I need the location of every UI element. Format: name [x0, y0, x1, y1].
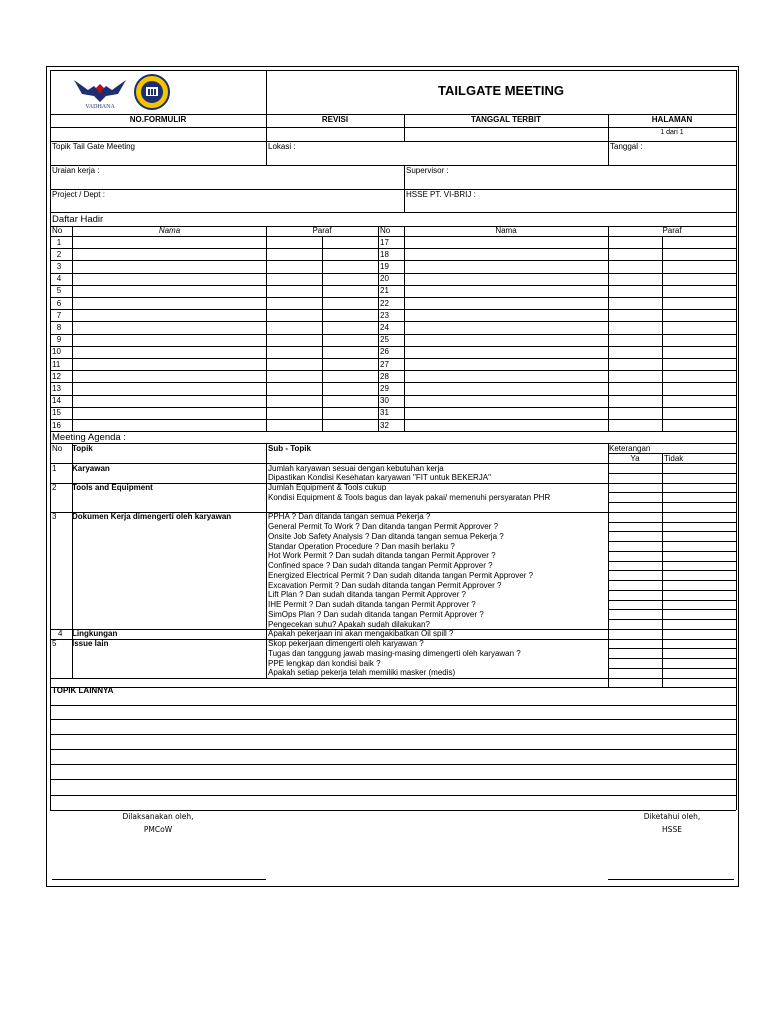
attendance-nama-header-right: Nama: [495, 226, 517, 235]
attendance-paraf-field[interactable]: [267, 383, 321, 393]
attendance-name-field[interactable]: [405, 347, 607, 357]
attendance-paraf-field[interactable]: [663, 347, 735, 357]
grid-line: [50, 70, 51, 212]
agenda-row-subtopik: Apakah pekerjaan ini akan mengakibatkan Oil spill ?: [268, 629, 454, 639]
agenda-row-subtopik: Kondisi Equipment & Tools bagus dan layak pakai/ memenuhi persyaratan PHR: [268, 492, 551, 502]
attendance-paraf-field[interactable]: [267, 322, 321, 332]
attendance-paraf-field[interactable]: [323, 371, 377, 381]
agenda-row-subtopik: Pengecekan suhu? Apakah sudah dilakukan?: [268, 619, 430, 629]
agenda-ya-checkbox[interactable]: [610, 542, 660, 550]
agenda-no-header: No: [52, 444, 63, 453]
attendance-paraf-field[interactable]: [267, 286, 321, 296]
attendance-paraf-field[interactable]: [663, 322, 735, 332]
agenda-tidak-checkbox[interactable]: [664, 620, 734, 628]
agenda-row-subtopik: Jumlah karyawan sesuai dengan kebutuhan kerja: [268, 463, 444, 473]
agenda-tidak-checkbox[interactable]: [664, 659, 734, 667]
attendance-name-field[interactable]: [405, 408, 607, 418]
agenda-tidak-checkbox[interactable]: [664, 532, 734, 540]
attendance-name-field[interactable]: [405, 286, 607, 296]
agenda-ya-header: Ya: [630, 454, 640, 463]
attendance-paraf-field[interactable]: [323, 347, 377, 357]
uraian-kerja-label: Uraian kerja :: [52, 166, 100, 175]
attendance-row-number: 11: [52, 359, 61, 369]
attendance-paraf-field[interactable]: [609, 383, 661, 393]
attendance-row-number-right: 24: [380, 322, 389, 332]
attendance-name-field[interactable]: [73, 371, 265, 381]
topik-lainnya-field[interactable]: [52, 780, 734, 794]
hsse-field[interactable]: [406, 200, 734, 211]
agenda-row-subtopik: PPE lengkap dan kondisi baik ?: [268, 658, 381, 668]
attendance-paraf-field[interactable]: [663, 420, 735, 430]
dilaksanakan-label: Dilaksanakan oleh,: [122, 812, 194, 821]
attendance-name-field[interactable]: [73, 237, 265, 247]
attendance-row-number-right: 29: [380, 383, 389, 393]
grid-line: [50, 687, 736, 688]
topik-lainnya-field[interactable]: [52, 765, 734, 778]
attendance-name-field[interactable]: [73, 408, 265, 418]
agenda-tidak-checkbox[interactable]: [664, 484, 734, 492]
agenda-group-line: [50, 512, 608, 513]
diketahui-label: Diketahui oleh,: [643, 812, 701, 821]
revisi-header: REVISI: [321, 115, 349, 124]
attendance-row-number: 5: [56, 286, 62, 296]
agenda-ya-checkbox[interactable]: [610, 620, 660, 628]
agenda-row-topik: Lingkungan: [72, 629, 118, 639]
attendance-paraf-field[interactable]: [609, 408, 661, 418]
agenda-row-number: 2: [52, 483, 57, 492]
attendance-name-field[interactable]: [73, 286, 265, 296]
attendance-name-field[interactable]: [73, 274, 265, 284]
attendance-name-field[interactable]: [405, 383, 607, 393]
attendance-paraf-field[interactable]: [663, 298, 735, 308]
attendance-paraf-field[interactable]: [609, 420, 661, 430]
tanggal-field[interactable]: [610, 152, 734, 164]
agenda-ya-checkbox[interactable]: [610, 601, 660, 609]
attendance-row-number: 13: [52, 383, 61, 393]
agenda-row-subtopik: Energized Electrical Permit ? Dan sudah ditanda tangan Permit Approver ?: [268, 570, 534, 580]
agenda-row-topik: Karyawan: [72, 463, 110, 473]
attendance-name-field[interactable]: [405, 249, 607, 259]
attendance-paraf-field[interactable]: [323, 322, 377, 332]
attendance-paraf-field[interactable]: [267, 359, 321, 369]
attendance-paraf-field[interactable]: [267, 237, 321, 247]
topik-lainnya-field[interactable]: [52, 735, 734, 748]
agenda-ya-checkbox[interactable]: [610, 610, 660, 618]
topik-lainnya-line: [50, 810, 736, 811]
attendance-paraf-field[interactable]: [323, 298, 377, 308]
attendance-name-field[interactable]: [73, 261, 265, 271]
attendance-row-number: 15: [52, 408, 61, 418]
attendance-paraf-field[interactable]: [663, 335, 735, 345]
agenda-row-number: 3: [52, 512, 57, 522]
agenda-topik-header: Topik: [72, 444, 93, 453]
agenda-row-subtopik: Standar Operation Procedure ? Dan masih berlaku ?: [268, 541, 455, 551]
attendance-nama-header: Nama: [158, 226, 181, 235]
hsse-label: HSSE PT. VI-BRIJ :: [406, 190, 476, 199]
grid-line: [404, 165, 405, 212]
attendance-name-field[interactable]: [73, 335, 265, 345]
meeting-agenda-title: Meeting Agenda :: [52, 432, 126, 444]
project-dept-field[interactable]: [52, 200, 402, 211]
lokasi-field[interactable]: [268, 152, 606, 164]
attendance-paraf-field[interactable]: [323, 359, 377, 369]
attendance-row-number: 16: [52, 420, 61, 430]
agenda-tidak-checkbox[interactable]: [664, 630, 734, 638]
attendance-paraf-field[interactable]: [663, 310, 735, 320]
tanggal-terbit-header: TANGGAL TERBIT: [471, 115, 541, 124]
supervisor-label: Supervisor :: [406, 166, 449, 175]
uraian-kerja-field[interactable]: [52, 176, 402, 188]
attendance-row-number: 2: [56, 249, 62, 259]
attendance-paraf-field[interactable]: [609, 335, 661, 345]
attendance-name-field[interactable]: [405, 237, 607, 247]
attendance-row-number-right: 26: [380, 347, 389, 357]
attendance-name-field[interactable]: [73, 298, 265, 308]
grid-line: [266, 141, 267, 165]
attendance-paraf-header-right: Paraf: [662, 226, 682, 235]
agenda-row-subtopik: Confined space ? Dan sudah ditanda tangan Permit Approver ?: [268, 561, 493, 570]
attendance-paraf-field[interactable]: [323, 408, 377, 418]
agenda-tidak-checkbox[interactable]: [664, 552, 734, 560]
attendance-row-number-right: 30: [380, 396, 389, 406]
topik-lainnya-field[interactable]: [52, 706, 734, 718]
grid-line: [378, 226, 379, 431]
agenda-ya-checkbox[interactable]: [610, 581, 660, 589]
attendance-name-field[interactable]: [73, 310, 265, 320]
agenda-tidak-checkbox[interactable]: [664, 581, 734, 589]
attendance-paraf-field[interactable]: [323, 396, 377, 406]
supervisor-field[interactable]: [406, 176, 734, 188]
attendance-paraf-field[interactable]: [323, 249, 377, 259]
attendance-paraf-field[interactable]: [267, 335, 321, 345]
attendance-paraf-field[interactable]: [609, 322, 661, 332]
agenda-row-topik: Issue lain: [72, 639, 109, 648]
grid-line: [736, 212, 737, 810]
project-dept-label: Project / Dept :: [52, 190, 105, 199]
topik-lainnya-field[interactable]: [52, 796, 734, 809]
agenda-tidak-checkbox[interactable]: [664, 493, 734, 501]
agenda-row-subtopik: Apakah setiap pekerja telah memiliki masker (medis): [268, 668, 456, 678]
agenda-tidak-checkbox[interactable]: [664, 523, 734, 531]
attendance-paraf-field[interactable]: [267, 371, 321, 381]
agenda-subtopik-header: Sub - Topik: [268, 444, 311, 453]
grid-line: [50, 165, 736, 166]
agenda-row-number: 1: [52, 463, 57, 473]
revisi-field[interactable]: [268, 128, 402, 140]
attendance-row-number: 7: [56, 310, 62, 320]
agenda-ya-checkbox[interactable]: [610, 640, 660, 648]
attendance-row-number-right: 20: [380, 274, 389, 284]
attendance-paraf-field[interactable]: [609, 286, 661, 296]
attendance-name-field[interactable]: [405, 359, 607, 369]
attendance-row-number: 14: [52, 396, 61, 406]
topik-lainnya-field[interactable]: [52, 750, 734, 763]
agenda-row-topik: Dokumen Kerja dimengerti oleh karyawan: [72, 512, 232, 522]
attendance-paraf-field[interactable]: [609, 371, 661, 381]
attendance-paraf-field[interactable]: [323, 335, 377, 345]
attendance-name-field[interactable]: [405, 274, 607, 284]
agenda-ya-checkbox[interactable]: [610, 493, 660, 501]
company-logo-eagle: [70, 74, 130, 110]
agenda-ya-checkbox[interactable]: [610, 532, 660, 540]
agenda-ya-checkbox[interactable]: [610, 464, 660, 472]
attendance-paraf-field[interactable]: [609, 261, 661, 271]
attendance-paraf-field[interactable]: [609, 310, 661, 320]
agenda-ya-checkbox[interactable]: [610, 659, 660, 667]
grid-line: [608, 141, 609, 165]
agenda-row-subtopik: Lift Plan ? Dan sudah ditanda tangan Permit Approver ?: [268, 590, 466, 600]
attendance-row-number-right: 23: [380, 310, 389, 320]
attendance-paraf-field[interactable]: [609, 274, 661, 284]
attendance-paraf-field[interactable]: [323, 261, 377, 271]
attendance-paraf-field[interactable]: [267, 249, 321, 259]
attendance-name-field[interactable]: [73, 396, 265, 406]
attendance-name-field[interactable]: [405, 396, 607, 406]
form-title: TAILGATE MEETING: [438, 83, 564, 98]
attendance-name-field[interactable]: [73, 420, 265, 430]
attendance-no-header-right: No: [380, 226, 391, 235]
attendance-paraf-field[interactable]: [663, 274, 735, 284]
halaman-value: 1 dari 1: [660, 129, 684, 136]
agenda-row-subtopik: IHE Permit ? Dan sudah ditanda tangan Permit Approver ?: [268, 600, 476, 609]
attendance-paraf-field[interactable]: [267, 310, 321, 320]
grid-line: [50, 678, 736, 679]
attendance-paraf-field[interactable]: [663, 408, 735, 418]
agenda-tidak-checkbox[interactable]: [664, 610, 734, 618]
attendance-no-header: No: [52, 226, 63, 235]
agenda-tidak-checkbox[interactable]: [664, 669, 734, 677]
agenda-row-subtopik: General Permit To Work ? Dan ditanda tangan Permit Approver ?: [268, 522, 499, 531]
halaman-header: HALAMAN: [651, 115, 693, 124]
topik-lainnya-title: TOPIK LAINNYA: [52, 686, 114, 695]
attendance-paraf-field[interactable]: [267, 396, 321, 406]
grid-line: [266, 443, 267, 678]
attendance-row-number-right: 32: [380, 420, 389, 430]
attendance-paraf-field[interactable]: [323, 310, 377, 320]
agenda-tidak-checkbox[interactable]: [664, 649, 734, 657]
diketahui-org: HSSE: [662, 825, 682, 834]
company-seal-logo: [130, 73, 174, 111]
attendance-paraf-field[interactable]: [609, 298, 661, 308]
agenda-ya-checkbox[interactable]: [610, 552, 660, 560]
attendance-paraf-field[interactable]: [267, 347, 321, 357]
attendance-paraf-field[interactable]: [663, 371, 735, 381]
attendance-paraf-field[interactable]: [663, 383, 735, 393]
attendance-name-field[interactable]: [73, 359, 265, 369]
attendance-name-field[interactable]: [405, 420, 607, 430]
grid-line: [736, 70, 737, 212]
agenda-tidak-checkbox[interactable]: [664, 591, 734, 599]
grid-line: [50, 212, 736, 213]
attendance-paraf-field[interactable]: [323, 420, 377, 430]
agenda-row-subtopik: Hot Work Permit ? Dan sudah ditanda tangan Permit Approver ?: [268, 551, 496, 561]
attendance-row-number: 9: [56, 335, 62, 345]
daftar-hadir-title: Daftar Hadir: [52, 214, 104, 225]
attendance-paraf-field[interactable]: [663, 249, 735, 259]
dilaksanakan-org: PMCoW: [143, 825, 173, 834]
signature-line-left: [52, 879, 266, 880]
agenda-row-subtopik: SimOps Plan ? Dan sudah ditanda tangan Permit Approver ?: [268, 609, 484, 619]
agenda-tidak-checkbox[interactable]: [664, 601, 734, 609]
grid-line: [50, 70, 736, 71]
attendance-row-number: 4: [56, 274, 62, 284]
grid-line: [608, 443, 609, 687]
attendance-name-field[interactable]: [405, 335, 607, 345]
agenda-tidak-checkbox[interactable]: [664, 464, 734, 472]
attendance-row-number-right: 19: [380, 261, 389, 271]
no-formulir-field[interactable]: [52, 128, 264, 140]
attendance-name-field[interactable]: [405, 298, 607, 308]
svg-text:VADHANA: VADHANA: [85, 104, 115, 110]
attendance-row-number-right: 21: [380, 286, 389, 296]
attendance-paraf-field[interactable]: [267, 298, 321, 308]
agenda-group-line: [50, 483, 608, 484]
attendance-name-field[interactable]: [73, 322, 265, 332]
agenda-tidak-checkbox[interactable]: [664, 474, 734, 482]
attendance-row-number-right: 25: [380, 335, 389, 345]
agenda-row-subtopik: Excavation Permit ? Dan sudah ditanda tangan Permit Approver ?: [268, 580, 502, 590]
attendance-paraf-field[interactable]: [267, 420, 321, 430]
agenda-keterangan-header: Keterangan: [609, 444, 651, 453]
attendance-row-number-right: 31: [380, 408, 389, 418]
signature-area-right[interactable]: [608, 840, 734, 878]
agenda-row-subtopik: PPHA ? Dan ditanda tangan semua Pekerja ?: [268, 512, 431, 522]
attendance-paraf-field[interactable]: [663, 261, 735, 271]
attendance-row-number-right: 28: [380, 371, 389, 381]
agenda-row-subtopik: Tugas dan tanggung jawab masing-masing dimengerti oleh karyawan ?: [268, 648, 521, 658]
agenda-row-number: 4: [58, 629, 63, 639]
attendance-row-line: [50, 431, 736, 432]
topik-lainnya-field[interactable]: [52, 720, 734, 733]
attendance-name-field[interactable]: [73, 347, 265, 357]
agenda-tidak-checkbox[interactable]: [664, 542, 734, 550]
attendance-paraf-field[interactable]: [267, 274, 321, 284]
agenda-ya-checkbox[interactable]: [610, 562, 660, 570]
agenda-row-subtopik: Jumlah Equipment & Tools cukup: [268, 483, 387, 492]
agenda-tidak-checkbox[interactable]: [664, 571, 734, 579]
agenda-ya-checkbox[interactable]: [610, 649, 660, 657]
grid-line: [266, 70, 267, 141]
agenda-tidak-checkbox[interactable]: [664, 640, 734, 648]
attendance-name-field[interactable]: [405, 371, 607, 381]
topik-field[interactable]: [52, 152, 264, 164]
signature-area-left[interactable]: [52, 840, 266, 878]
no-formulir-header: NO.FORMULIR: [129, 115, 187, 124]
attendance-paraf-header: Paraf: [312, 226, 332, 235]
agenda-row-subtopik: Skop pekerjaan dimengerti oleh karyawan ?: [268, 639, 424, 648]
attendance-paraf-field[interactable]: [323, 237, 377, 247]
attendance-paraf-field[interactable]: [609, 347, 661, 357]
grid-line: [50, 189, 736, 190]
agenda-row-topik: Tools and Equipment: [72, 483, 153, 492]
attendance-row-number-right: 22: [380, 298, 389, 308]
agenda-row-subtopik: Onsite Job Safety Analysis ? Dan ditanda tangan semua Pekerja ?: [268, 531, 504, 541]
agenda-ya-checkbox[interactable]: [610, 591, 660, 599]
attendance-paraf-field[interactable]: [323, 286, 377, 296]
attendance-paraf-field[interactable]: [609, 396, 661, 406]
agenda-row-number: 5: [52, 639, 57, 648]
agenda-ya-checkbox[interactable]: [610, 513, 660, 521]
attendance-row-number: 1: [56, 237, 62, 247]
attendance-paraf-field[interactable]: [267, 408, 321, 418]
lokasi-label: Lokasi :: [268, 142, 296, 151]
agenda-tidak-checkbox[interactable]: [664, 562, 734, 570]
attendance-row-number: 10: [52, 347, 61, 357]
attendance-paraf-field[interactable]: [609, 237, 661, 247]
agenda-ya-checkbox[interactable]: [610, 630, 660, 638]
agenda-group-line: [50, 639, 608, 640]
attendance-row-number: 6: [56, 298, 62, 308]
agenda-tidak-checkbox[interactable]: [664, 503, 734, 511]
attendance-row-number: 12: [52, 371, 61, 381]
agenda-ya-checkbox[interactable]: [610, 474, 660, 482]
attendance-name-field[interactable]: [73, 383, 265, 393]
agenda-group-line: [50, 629, 608, 630]
attendance-name-field[interactable]: [405, 310, 607, 320]
attendance-paraf-field[interactable]: [663, 359, 735, 369]
attendance-paraf-field[interactable]: [663, 237, 735, 247]
attendance-row-number-right: 18: [380, 249, 389, 259]
attendance-row-number-right: 27: [380, 359, 389, 369]
agenda-ya-checkbox[interactable]: [610, 669, 660, 677]
topik-label: Topik Tail Gate Meeting: [52, 142, 136, 151]
agenda-row-subtopik: Dipastikan Kondisi Kesehatan karyawan "FIT untuk BEKERJA": [268, 473, 491, 483]
tanggal-label: Tanggal :: [610, 142, 643, 151]
attendance-row-number: 8: [56, 322, 62, 332]
attendance-name-field[interactable]: [405, 322, 607, 332]
attendance-paraf-field[interactable]: [323, 274, 377, 284]
attendance-paraf-field[interactable]: [663, 396, 735, 406]
agenda-tidak-checkbox[interactable]: [664, 513, 734, 521]
attendance-paraf-field[interactable]: [609, 249, 661, 259]
agenda-tidak-header: Tidak: [664, 454, 684, 463]
agenda-ya-checkbox[interactable]: [610, 484, 660, 492]
signature-line-right: [608, 879, 734, 880]
tanggal-terbit-field[interactable]: [406, 128, 606, 140]
attendance-row-number-right: 17: [380, 237, 389, 247]
attendance-paraf-field[interactable]: [609, 359, 661, 369]
attendance-paraf-field[interactable]: [663, 286, 735, 296]
attendance-name-field[interactable]: [73, 249, 265, 259]
attendance-paraf-field[interactable]: [267, 261, 321, 271]
agenda-ya-checkbox[interactable]: [610, 571, 660, 579]
agenda-ya-checkbox[interactable]: [610, 503, 660, 511]
attendance-name-field[interactable]: [405, 261, 607, 271]
attendance-row-number: 3: [56, 261, 62, 271]
attendance-paraf-field[interactable]: [323, 383, 377, 393]
agenda-ya-checkbox[interactable]: [610, 523, 660, 531]
